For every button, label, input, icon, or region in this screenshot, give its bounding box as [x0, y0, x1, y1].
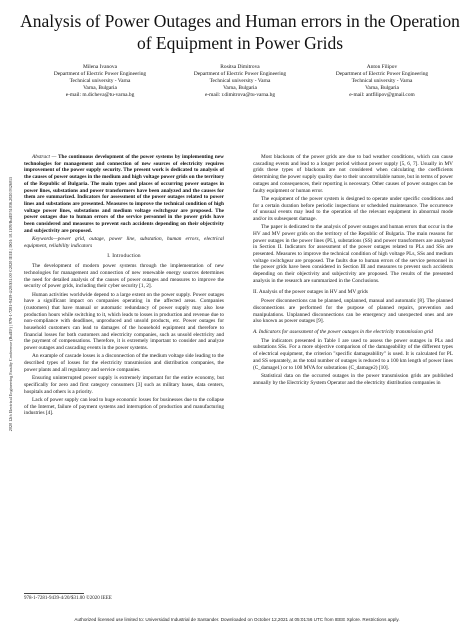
- keywords: Keywords—power grid, outage, power line, substation, human errors, electrical equipment, reliability indicators: [24, 236, 224, 249]
- abstract: Abstract — The continuous development of the power systems by implementing new technologies for management and connection of new sources of electricity requires improvement of the power supply security. The present work is dedicated to analysis of the causes of power outages in the medium and high voltage power grids on the territory of the Republic of Bulgaria. The main types and places of occurring power outages in power lines, substations and power transformers have been analyzed and the causes for them are summarized. Indicators for assessment of the power outages related to power lines and substations are presented. Measures to improve the technical condition of high voltage power lines, substations and medium voltage switchgear are proposed. The power outages due to human errors of the service personnel in the power grids have been considered and measures to prevent such accidents depending on their objectivity and subjectivity are proposed.: [24, 154, 224, 234]
- subsection-a-title: A. Indicators for assessment of the power outages in the electricity transmission grid: [253, 329, 433, 336]
- author-city: Varna, Bulgaria: [83, 84, 117, 91]
- author-dept: Department of Electric Power Engineering: [193, 70, 287, 77]
- author-city: Varna, Bulgaria: [223, 84, 257, 91]
- left-column: [24, 154, 224, 419]
- abstract-label: Abstract: [32, 154, 50, 160]
- paper-title: Analysis of Power Outages and Human errors in the Operation of Equipment in Power Grids: [20, 11, 460, 53]
- author-email: e-mail: r.dimitrova@tu-varna.bg: [204, 91, 276, 98]
- paragraph: The indicators presented in Table I are used to assess the power outages in PLs and substations SSs. For a more objective comparison of the damageability of the different types of electrical equipment, the criterion "specific damageability" is used. It is calculated for PL and SS separately, as the total number of outages is reduced to a 100 km length of power lines (C_damage1) or to 100 MVA for substations (C_damage2) [10].: [253, 337, 453, 371]
- author-univ: Technical university - Varna: [69, 77, 131, 84]
- author-3: [312, 64, 452, 99]
- paragraph: Statistical data on the occurred outages in the power transmission grids are published annually by the Electricity System Operator and the electricity distribution companies in: [253, 372, 453, 386]
- author-dept: Department of Electric Power Engineering: [53, 70, 147, 77]
- author-name: Milena Ivanova: [83, 64, 117, 70]
- abstract-text: The continuous development of the power systems by implementing new technologies for management and connection of new sources of electricity requires improvement of the power supply security. The present work is dedicated to analysis of the causes of power outages in the medium and high voltage power grids on the territory of the Republic of Bulgaria. The main types and places of occurring power outages in power lines, substations and power transformers have been analyzed and the causes for them are summarized. Indicators for assessment of the power outages related to power lines and substations are presented. Measures to improve the technical condition of high voltage power lines, substations and medium voltage switchgear are proposed. The power outages due to human errors of the service personnel in the power grids have been considered and measures to prevent such accidents depending on their objectivity and subjectivity are proposed.: [24, 154, 224, 234]
- doi-sidebar: [2, 86, 12, 536]
- paragraph: Power disconnections can be planned, unplanned, manual and automatic [8]. The planned disconnections are performed for the purpose of planned repairs, prevention and manipulations. Unplanned disconnections can be emergency and unexpected ones and are also known as power outages [9].: [253, 298, 453, 325]
- right-column: [253, 154, 453, 388]
- paragraph: Lack of power supply can lead to huge economic losses for businesses due to the collapse of the Internet, failure of payment systems and interruption of production and manufacturing industries [4].: [24, 396, 224, 417]
- author-1: [30, 64, 170, 99]
- author-2: [170, 64, 310, 99]
- section-2-title: II. Analysis of the power outages in HV and MV grids: [253, 288, 368, 295]
- paragraph: Human activities worldwide depend to a large extent on the power supply. Power outages have a significant impact on companies operating in the affected areas. Companies (customers) that have manual or automatic redundancy of power supply may also lose production hours while switching to it, which leads to losses in production and revenue due to non-compliance with deadlines, unproduced and unsold products, etc. Power outages for household customers can lead to damages of the household equipment and therefore to financial losses for both customers and electricity companies, such as unsold electricity and the payment of compensations. Therefore, it is extremely important to consider and analyze power outages and cascading events in the power systems.: [24, 291, 224, 352]
- paragraph: The paper is dedicated to the analysis of power outages and human errors that occur in the HV and MV power grids on the territory of the Republic of Bulgaria. The main reasons for power outages in the power lines (PL), substations (SS) and power transformers are analyzed in Section II. Indicators for assessment of the power outages related to PLs and SSs are presented. Measures to improve the technical condition of high voltage PLs, SSs and medium voltage switchgear are proposed. The faults due to human errors of the service personnel in the power grids have been considered in Section III and measures to prevent such accidents depending on their objectivity and subjectivity are proposed. The results of the presented analysis in the research are summarized in the Conclusions.: [253, 224, 453, 284]
- paragraph: An example of cascade losses is a disconnection of the medium voltage side leading to the described types of losses for the electricity transmission and distribution companies, the power plants and all regulatory and service companies.: [24, 353, 224, 373]
- keywords-label: Keywords: [32, 236, 53, 243]
- author-city: Varna, Bulgaria: [365, 84, 399, 91]
- author-name: Anton Filipov: [366, 64, 398, 70]
- paragraph: Ensuring uninterrupted power supply is extremely important for the entire economy, but specifically for zero and first category consumers [3] such as military bases, data centers, hospitals and others is a priority.: [24, 375, 224, 395]
- section-1-title: I. Introduction: [107, 253, 141, 260]
- keywords-text: power grid, outage, power line, substation, human errors, electrical equipment, reliability indicators: [24, 236, 224, 249]
- footer-rule: [24, 593, 84, 594]
- author-email: e-mail: m.dicheva@tu-varna.bg: [65, 91, 135, 98]
- doi-sidebar-text: 2020 12th Electrical Engineering Faculty Conference (BulEF) | 978-1-7281-9439-4/20/$31.00 ©2020 IEEE | DOI: 10.1109/BulEF51036.2020.9326015: [8, 176, 13, 432]
- paragraph: The equipment of the power system is designed to operate under specific conditions and for a certain duration before periodic inspections or scheduled maintenance. The occurrence of unusual events may lead to the operation of the relevant equipment in abnormal mode and/or its subsequent damage.: [253, 195, 453, 222]
- author-univ: Technical university - Varna: [351, 77, 413, 84]
- author-univ: Technical university - Varna: [209, 77, 271, 84]
- author-dept: Department of Electric Power Engineering: [335, 70, 429, 77]
- license-notice: Authorized licensed use limited to: Universidad Industrial de Santander. Downloaded on October 12,2021 at 05:01:56 UTC from IEEE Xplore. Restrictions apply.: [74, 617, 400, 622]
- footer-copyright: 978-1-7281-9439-4/20/$31.00 ©2020 IEEE: [24, 596, 112, 601]
- paragraph: The development of modern power systems through the implementation of new technologies for management and connection of new renewable energy sources determines the need for detailed analysis of the causes of power outages and measures to improve the security of power grids, including their cyber security [1, 2].: [24, 263, 224, 290]
- author-email: e-mail: antfilipov@gmail.com: [349, 91, 415, 98]
- author-block: [20, 64, 460, 124]
- author-name: Rositsa Dimitrova: [220, 64, 260, 70]
- paragraph: Most blackouts of the power grids are due to bad weather conditions, which can cause cascading events and lead to a longer period without power supply [5, 6, 7]. Usually in MV grids these types of blackouts are not considered when calculating the coefficients determining the power supply quality due to their uncontrollable nature, but in terms of power outages and consequences, their reporting is necessary. Other causes of power outages can be faulty equipment or human error.: [253, 154, 453, 194]
